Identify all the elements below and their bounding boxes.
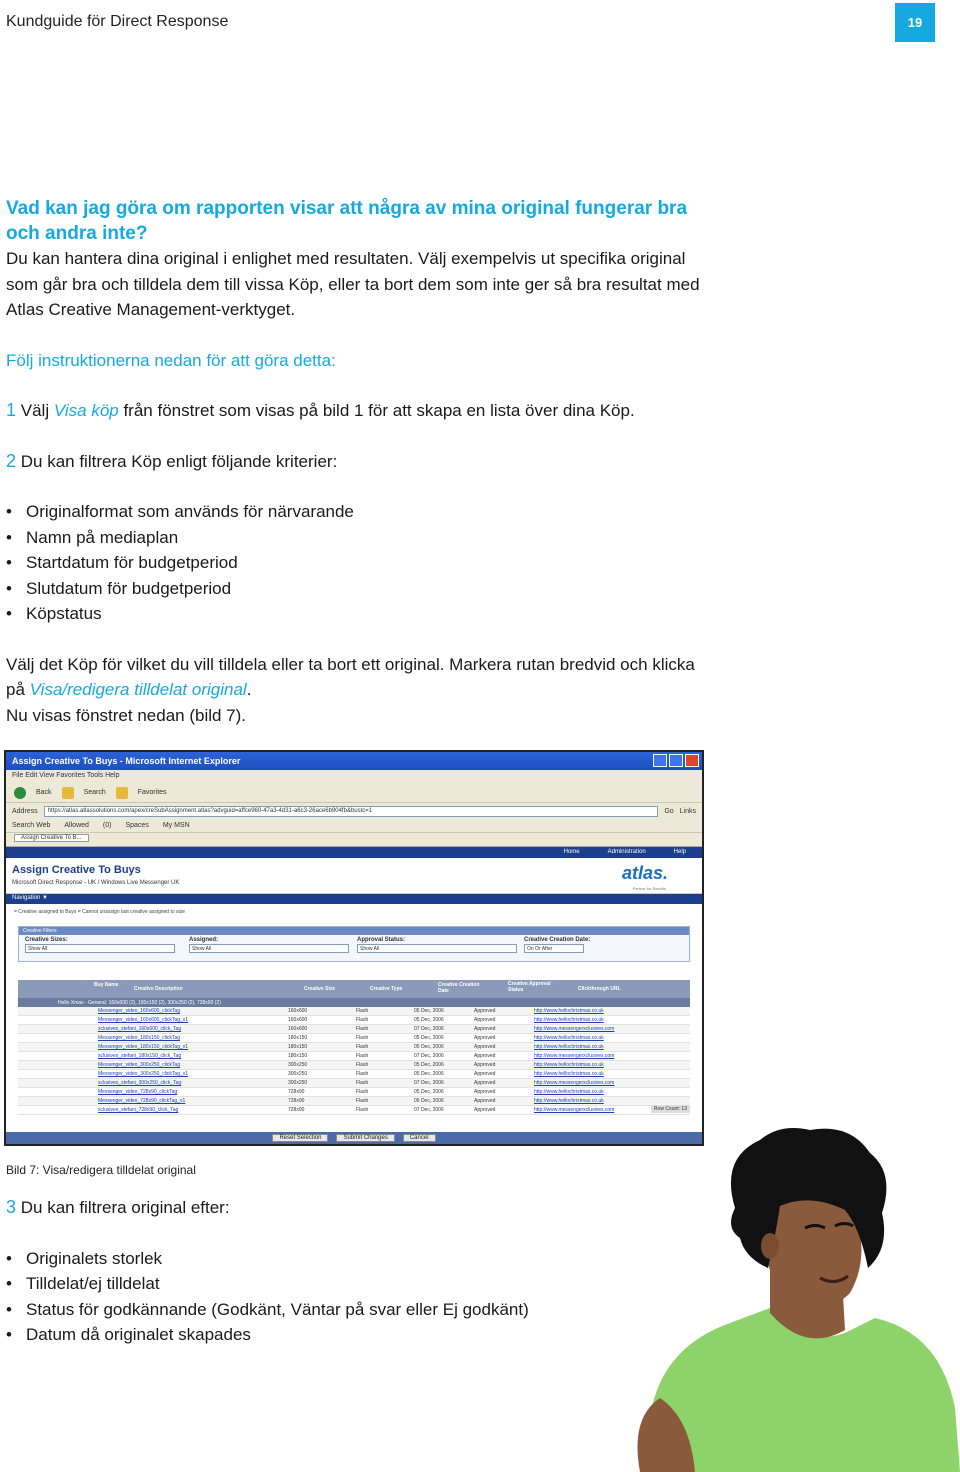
question-heading: Vad kan jag göra om rapporten visar att några av mina original fungerar bra och andra inte? (6, 198, 688, 244)
reset-selection-button: Reset Selection (272, 1134, 328, 1142)
person-illustration (620, 1118, 960, 1472)
msn-item: Search Web (12, 822, 51, 829)
grid-cell: http://www.messengerxclusives.com (534, 1026, 615, 1032)
atlas-logo: atlas. (621, 863, 668, 883)
step-1 (6, 398, 706, 424)
criteria-list (6, 499, 706, 627)
table-row (18, 1070, 690, 1079)
msn-item: My MSN (162, 822, 190, 829)
back-icon (14, 787, 26, 799)
document-header-title: Kundguide för Direct Response (6, 13, 229, 30)
grid-cell: 05 Dec, 2006 (414, 1008, 444, 1014)
grid-cell: 728x90 (288, 1107, 305, 1113)
page-number-badge: 19 (895, 3, 935, 42)
grid-cell: Approved (474, 1017, 496, 1023)
step-3-number: 3 (6, 1197, 17, 1217)
filter-select: Show All (189, 944, 349, 953)
grid-col: Buy Name (94, 982, 119, 988)
table-row (18, 1025, 690, 1034)
grid-col: Clickthrough URL (578, 986, 621, 992)
step-1-number: 1 (6, 400, 17, 420)
grid-cell: xclusives_stefani_300x250_click_Tag (98, 1080, 182, 1086)
grid-cell: 300x250 (288, 1071, 308, 1077)
visa-kop-link[interactable]: Visa köp (53, 401, 119, 420)
table-row (18, 1043, 690, 1052)
list-item: • Tilldelat/ej tilldelat (6, 1271, 626, 1297)
msn-toolbar (6, 819, 702, 833)
figure-caption: Bild 7: Visa/redigera tilldelat original (6, 1163, 196, 1177)
filter-label: Creative Creation Date: (524, 937, 591, 943)
step-3 (6, 1195, 626, 1221)
grid-cell: Approved (474, 1107, 496, 1113)
grid-cell: Messenger_video_160x600_clickTag_v1 (98, 1017, 189, 1023)
grid-cell: http://www.hellochristmas.co.uk (534, 1062, 604, 1068)
answer-paragraph: Du kan hantera dina original i enlighet med resultaten. Välj exempelvis ut specifika original som går bra och tilldela dem till vissa Köp, eller ta bort dem som inte ger så bra resultat med Atlas Creative Management-verktyget. (6, 249, 700, 319)
grid-cell: Flash (356, 1098, 369, 1104)
grid-cell: Flash (356, 1080, 369, 1086)
table-row (18, 1088, 690, 1097)
ear-shape (761, 1233, 779, 1259)
grid-cell: Flash (356, 1071, 369, 1077)
grid-cell: Approved (474, 1008, 496, 1014)
list-item: • Originalets storlek (6, 1246, 626, 1272)
grid-cell: Flash (356, 1062, 369, 1068)
grid-cell: Flash (356, 1008, 369, 1014)
grid-cell: Messenger_video_180x150_clickTag_v1 (98, 1044, 189, 1050)
list-item: • Datum då originalet skapades (6, 1322, 626, 1348)
window-titlebar (6, 752, 702, 770)
grid-cell: Flash (356, 1053, 369, 1059)
app-subtitle: Microsoft Direct Response - UK / Windows Live Messenger UK (12, 880, 180, 886)
grid-group-row: Hello Xmas - General: 160x600 (2), 180x150 (2), 300x250 (2), 728x90 (2) (18, 998, 690, 1007)
grid-cell: 300x250 (288, 1062, 308, 1068)
grid-cell: 05 Dec, 2006 (414, 1035, 444, 1041)
filter-select: On Or After (524, 944, 584, 953)
grid-cell: 05 Dec, 2006 (414, 1062, 444, 1068)
toolbar-search: Search (83, 789, 106, 796)
app-nav-help: Help (673, 849, 686, 855)
submit-changes-button: Submit Changes (336, 1134, 394, 1142)
grid-cell: Approved (474, 1035, 496, 1041)
grid-cell: Messenger_video_728x90_clickTag_v1 (98, 1098, 186, 1104)
step-2-number: 2 (6, 450, 17, 471)
follow-instructions: Följ instruktionerna nedan för att göra detta: (6, 350, 336, 370)
grid-cell: 05 Dec, 2006 (414, 1098, 444, 1104)
filter-select: Show All (357, 944, 517, 953)
visa-redigera-link[interactable]: Visa/redigera tilldelat original (29, 680, 247, 699)
star-icon (116, 787, 128, 799)
legend-row: = Creative assigned to Buys = Cannot unassign last creative assigned to size (14, 909, 185, 915)
table-row (18, 1007, 690, 1016)
table-row (18, 1016, 690, 1025)
step-2-text: Du kan filtrera Köp enligt följande kriterier: (20, 451, 338, 471)
grid-cell: Messenger_video_728x90_clickTag (98, 1089, 178, 1095)
grid-col: Creative Description (134, 986, 183, 992)
grid-cell: Approved (474, 1089, 496, 1095)
maximize-icon (669, 754, 683, 767)
grid-cell: 728x90 (288, 1089, 305, 1095)
menu-bar: File Edit View Favorites Tools Help (6, 770, 702, 783)
grid-cell: Messenger_video_300x250_clickTag_v1 (98, 1071, 189, 1077)
grid-cell: Flash (356, 1107, 369, 1113)
grid-col: Creative Approval Status (508, 981, 551, 993)
grid-cell: Approved (474, 1098, 496, 1104)
list-item: • Originalformat som används för närvarande (6, 499, 706, 525)
grid-col: Creative Size (304, 986, 336, 992)
grid-cell: http://www.hellochristmas.co.uk (534, 1044, 604, 1050)
grid-cell: http://www.hellochristmas.co.uk (534, 1071, 604, 1077)
app-nav-admin: Administration (607, 849, 646, 855)
toolbar-back: Back (36, 789, 52, 796)
app-nav (6, 847, 702, 858)
filters-title: Creative Filters (19, 927, 689, 935)
grid-cell: 160x600 (288, 1026, 308, 1032)
window-text: Nu visas fönstret nedan (bild 7). (6, 705, 247, 725)
window-controls (653, 754, 699, 767)
list-item: • Slutdatum för budgetperiod (6, 576, 706, 602)
row-count: Row Count: 13 (651, 1105, 690, 1113)
grid-header (18, 980, 690, 998)
section-3 (6, 1195, 626, 1348)
grid-cell: Messenger_video_160x600_clickTag (98, 1008, 180, 1014)
grid-cell: 160x600 (288, 1017, 308, 1023)
grid-cell: xclusives_stefani_728x90_click_Tag (98, 1107, 179, 1113)
grid-cell: Flash (356, 1044, 369, 1050)
screenshot-image (4, 750, 704, 1146)
table-row (18, 1079, 690, 1088)
select-text: Välj det Köp för vilket du vill tilldela eller ta bort ett original. Markera rutan bredvid och klicka på (6, 654, 695, 699)
grid-cell: http://www.hellochristmas.co.uk (534, 1008, 604, 1014)
browser-tabbar (6, 833, 702, 847)
table-row (18, 1061, 690, 1070)
app-title: Assign Creative To Buys (12, 864, 141, 876)
grid-cell: 728x90 (288, 1098, 305, 1104)
grid-cell: Approved (474, 1044, 496, 1050)
grid-cell: http://www.hellochristmas.co.uk (534, 1098, 604, 1104)
app-header (6, 858, 702, 894)
step-1-pre: Välj (20, 401, 54, 420)
search-icon (62, 787, 74, 799)
grid-cell: Approved (474, 1062, 496, 1068)
grid-cell: http://www.messengerxclusives.com (534, 1053, 615, 1059)
grid-cell: 180x150 (288, 1044, 308, 1050)
step-2 (6, 449, 706, 475)
grid-cell: 05 Dec, 2006 (414, 1089, 444, 1095)
grid-cell: 180x150 (288, 1053, 308, 1059)
msn-item: Spaces (125, 822, 149, 829)
grid-cell: http://www.messengerxclusives.com (534, 1080, 615, 1086)
grid-cell: 05 Dec, 2006 (414, 1071, 444, 1077)
grid-cell: 07 Dec, 2006 (414, 1026, 444, 1032)
grid-cell: Messenger_video_300x250_clickTag (98, 1062, 180, 1068)
cancel-button: Cancel (403, 1134, 436, 1142)
filter-select: Show All (25, 944, 175, 953)
atlas-logo-tagline: Partner for Results (632, 886, 666, 891)
grid-cell: 05 Dec, 2006 (414, 1044, 444, 1050)
grid-cell: xclusives_stefani_160x600_click_Tag (98, 1026, 182, 1032)
address-label: Address (12, 807, 38, 815)
grid-cell: http://www.hellochristmas.co.uk (534, 1017, 604, 1023)
table-row (18, 1052, 690, 1061)
grid-cell: 07 Dec, 2006 (414, 1107, 444, 1113)
app-nav-home: Home (563, 849, 580, 855)
creative-grid (18, 980, 690, 1128)
go-label: Go (664, 807, 674, 815)
grid-cell: 07 Dec, 2006 (414, 1053, 444, 1059)
select-paragraph (6, 652, 706, 703)
main-content (6, 196, 706, 728)
list-item: • Startdatum för budgetperiod (6, 550, 706, 576)
browser-toolbar (6, 783, 702, 803)
list-item: • Köpstatus (6, 601, 706, 627)
browser-tab: Assign Creative To B... (14, 834, 89, 842)
table-row (18, 1034, 690, 1043)
filter-label: Creative Sizes: (25, 937, 68, 943)
grid-cell: Flash (356, 1026, 369, 1032)
close-icon (685, 754, 699, 767)
address-field: https://atlas.atlassolutions.com/apex/creSubAssignment.atlas?advguid=affce960-47a3-4d31-a6c3-26ace6b904fb&bustc=1 (44, 806, 659, 817)
grid-cell: Flash (356, 1089, 369, 1095)
address-bar (6, 803, 702, 819)
footer-buttons (6, 1132, 702, 1144)
navigation-strip: Navigation ▼ (6, 894, 702, 904)
grid-cell: Flash (356, 1017, 369, 1023)
step-3-text: Du kan filtrera original efter: (20, 1198, 230, 1217)
grid-cell: http://www.hellochristmas.co.uk (534, 1035, 604, 1041)
table-row (18, 1106, 690, 1115)
grid-cell: 300x250 (288, 1080, 308, 1086)
grid-cell: Approved (474, 1071, 496, 1077)
grid-cell: 07 Dec, 2006 (414, 1080, 444, 1086)
grid-body (18, 1007, 690, 1115)
minimize-icon (653, 754, 667, 767)
grid-cell: 160x600 (288, 1008, 308, 1014)
grid-cell: 05 Dec, 2006 (414, 1017, 444, 1023)
step-1-post: från fönstret som visas på bild 1 för att skapa en lista över dina Köp. (118, 401, 635, 420)
grid-col: Creative Creation Date (438, 982, 480, 994)
links-label: Links (679, 807, 696, 815)
table-row (18, 1097, 690, 1106)
filter-label: Assigned: (189, 937, 219, 943)
list-item: • Namn på mediaplan (6, 525, 706, 551)
msn-item: (0) (102, 822, 112, 829)
filter-label: Approval Status: (357, 937, 406, 943)
grid-col: Creative Type (370, 986, 403, 992)
grid-cell: http://www.hellochristmas.co.uk (534, 1089, 604, 1095)
grid-cell: Approved (474, 1080, 496, 1086)
filter-options-list (6, 1246, 626, 1348)
grid-cell: http://www.messengerxclusives.com (534, 1107, 615, 1113)
msn-item: Allowed (64, 822, 89, 829)
select-end: . (246, 680, 252, 699)
creative-filters (18, 926, 690, 962)
grid-cell: 180x150 (288, 1035, 308, 1041)
grid-cell: Approved (474, 1026, 496, 1032)
grid-cell: Messenger_video_180x150_clickTag (98, 1035, 180, 1041)
grid-cell: xclusives_stefani_180x150_click_Tag (98, 1053, 182, 1059)
window-title: Assign Creative To Buys - Microsoft Internet Explorer (12, 756, 241, 766)
grid-cell: Flash (356, 1035, 369, 1041)
toolbar-favorites: Favorites (137, 789, 167, 796)
grid-cell: Approved (474, 1053, 496, 1059)
list-item: • Status för godkännande (Godkänt, Väntar på svar eller Ej godkänt) (6, 1297, 626, 1323)
